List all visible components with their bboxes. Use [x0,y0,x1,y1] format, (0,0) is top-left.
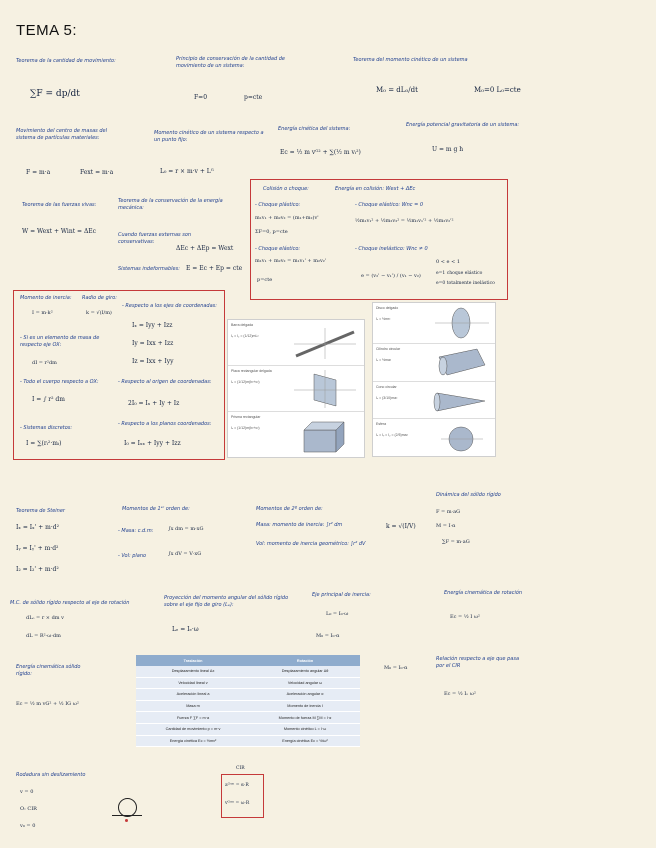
first-order-heading: Momentos de 1ᵉʳ orden de: [122,506,190,512]
cone-figure [431,385,493,415]
table-cell: Desplazamiento angular Δθ [250,666,360,677]
table-cell: Velocidad lineal v [136,677,250,689]
figure-name: Prisma rectangular [231,415,261,419]
solid-eq: I = ∫ r² dm [32,396,65,403]
figure-formula: Iₓ = (1/12)m(b²+c²) [231,380,260,384]
figure-rect-prism [228,412,364,457]
angular-projection-eq: Lₑ = Iₑ·ω [172,626,199,633]
rigid-dynamics-heading: Dinámica del sólido rígido [436,492,501,498]
momentum-conservation-eq1: F=0 [194,94,208,101]
cir-label: CIR [236,766,245,771]
inertia-figures-right [372,302,496,457]
figure-cylinder [373,344,495,382]
cm-motion-heading: Movimiento del centro de masas del sistema de partículas materiales: [16,128,107,141]
rolling-eq: Ec = ½ Iₒ ω² [444,691,476,697]
dm-eq: dI = r²dm [32,360,57,366]
steiner-heading: Teorema de Steiner [16,508,65,514]
figure-name: Barra delgada [231,323,253,327]
angular-theorem-eq2: M₀=0 L₀=cte [474,86,521,94]
translation-rotation-table [136,655,360,747]
rigid-dynamics-eq1: F = m·aG [436,509,461,515]
momentum-conservation-heading: Principio de conservación de la cantidad de movimiento de un sistema: [176,56,285,69]
prism-figure [292,416,358,454]
table-cell: Masa m [136,700,250,712]
energy-conservation-line2: Sistemas indeformables: [118,266,180,272]
planes-eq: I₀ = Iₓₓ + Iyy + Izz [124,440,181,447]
collision-heading: Colisión o choque: [263,186,309,192]
figure-formula: Iᵧ = I₂ = (1/12)mL² [231,334,259,338]
discrete-heading: - Si es un elemento de masa de respecto eje OX: [20,335,100,348]
table-row [136,712,360,724]
first-order-row1: - Masa: c.d.m: [118,528,154,534]
iy-eq: Iy = Ixx + Izz [132,340,174,347]
figure-formula: Iₓ = ½mr² [376,317,391,321]
figure-name: Placa rectangular delgada [231,369,272,373]
ground-line [112,815,142,816]
first-order-row2: - Vol: plano [118,553,147,559]
page-title: TEMA 5: [16,22,78,39]
cm-motion-eq1: F = m·a [26,169,51,176]
angular-theorem-heading: Teorema del momento cinético de un sistema [353,57,468,63]
discrete-system-eq: I = ∑(rᵢ²·mᵢ) [26,440,62,447]
kinetic-rigid-heading: Energía cinemática sólido rígido: [16,664,81,677]
second-order-heading: Momentos de 2º orden de: [256,506,323,512]
momentum-theorem-heading: Teorema de la cantidad de movimiento: [16,58,116,64]
potential-energy-heading: Energía potencial gravitatoria de un sistema: [406,122,520,128]
table-cell: Velocidad angular ω [250,677,360,689]
first-order-row2-eq: ∫x dV = V·xG [168,551,202,557]
potential-energy-eq: U = m g h [432,146,464,153]
table-header: Rotación [250,655,360,666]
static-label: - Choque elástico: Wnc = 0 [355,202,424,208]
principal-axis-eq1: L₀ = I₀·ω [326,611,349,617]
solid-heading: - Todo el cuerpo respecto a OX: [20,379,99,385]
energy-conservation-eq1: ΔEc + ΔEp = Wext [176,245,234,252]
disk-figure [433,306,491,340]
angular-theorem-eq1: M₀ = dL₀/dt [376,86,418,94]
cm-rotation-eq2: dL = R²·ω·dm [26,633,61,639]
iz-eq: Iz = Ixx + Iyy [132,358,174,365]
rolling-heading: Relación respecto a eje que pasa por el CIR [436,656,520,669]
figure-formula: Iₓ = ½ma² [376,358,392,362]
angular-point-eq: L₀ = r × m·v + Lᴳ [160,168,214,175]
figure-sphere [373,419,495,456]
table-row [136,677,360,689]
cm-rotation-eq1: dLₒ = r × dm v [26,615,64,621]
inertia-figures-left [227,319,365,458]
live-forces-heading: Teorema de las fuerzas vivas: [22,202,97,208]
table-cell: Momento cinético L = I·ω [250,723,360,735]
origin-heading: - Respecto al origen de coordenadas: [118,379,212,385]
restitution-range2: e=1 choque elástico [436,271,483,276]
table-row [136,700,360,712]
cylinder-figure [431,347,493,379]
steiner-eq3: I₂ = I₂' + m·d² [16,566,59,573]
moment-eq: M₀ = I₀·α [384,665,408,671]
table-cell: Desplazamiento lineal Δx [136,666,250,677]
kinetic-rigid-eq: Ec = ½ m vG² + ½ IG ω² [16,701,79,707]
figure-formula: Iₓ = (3/10)ma² [376,396,398,400]
contact-point-icon [125,819,128,822]
axes-heading: - Respecto a los ejes de coordenadas: [122,303,217,309]
table-cell: Fuerza F ∑F = m·a [136,712,250,724]
table-row [136,723,360,735]
radius-heading: Radio de giro: [82,295,117,301]
figure-name: Esfera [376,422,387,426]
rotational-energy-eq: Ec = ½ I ω² [450,614,480,620]
slip-eq2: O: CIR [20,806,37,812]
restitution-range3: e=0 totalmente inelástico [436,281,495,286]
second-order-row1: Masa: momento de inercia: ∫r² dm [256,522,343,528]
figure-thin-plate [228,366,364,412]
rod-figure [292,326,358,360]
inelastic-label: - Choque inelástico: Wnc ≠ 0 [355,246,428,252]
second-order-row2: Vol: momento de inercia geométrico: ∫r² dV [256,541,366,547]
principal-axis-eq2: M₀ = I₀·α [316,633,340,639]
figure-slender-rod [228,320,364,366]
plastic-eq: m₁v₁ + m₂v₂ = (m₁+m₂)v' [255,215,319,221]
steiner-eq2: Iᵧ = Iᵧ' + m·d² [16,545,59,552]
table-cell: Energía cinética Ec = ½mv² [136,735,250,747]
cir-eq1: aᴳᶜᵐ = α·R [225,783,249,788]
rigid-dynamics-eq2: M = I·α [436,523,456,529]
figure-cone [373,382,495,419]
figure-thin-disk [373,303,495,344]
plastic-label: - Choque plástico: [255,202,301,208]
cm-rotation-heading: M.C. de sólido rígido respecto al eje de rotación [10,600,130,606]
rotational-energy-heading: Energía cinemática de rotación [444,590,523,596]
figure-name: Cilindro circular [376,347,401,351]
table-cell: Cantidad de movimiento p = m·v [136,723,250,735]
restitution-range1: 0 < e < 1 [436,259,461,265]
second-order-k-eq: k = √(I/V) [386,523,416,530]
collision-energy: Energía en colisión: Wext + ΔEc [335,186,416,192]
ix-eq: Iₓ = Iyy + Izz [132,322,173,329]
origin-eq: 2I₀ = Iₓ + Iy + Iz [128,400,180,407]
slip-eq1: v = 0 [20,789,34,795]
table-cell: Aceleración lineal a [136,689,250,701]
inertia-heading: Momento de inercia: [20,295,72,301]
first-order-row1-eq: ∫x dm = m·xG [168,526,204,532]
table-cell: Aceleración angular α [250,689,360,701]
kinetic-energy-heading: Energía cinética del sistema: [278,126,351,132]
radius-eq: k = √(I/m) [86,310,112,316]
discrete-system-heading: - Sistemas discretos: [20,425,73,431]
cir-eq2: vᴳᶜᵐ = ω·R [225,801,250,806]
principal-axis-heading: Eje principal de inercia: [312,592,371,598]
figure-name: Cono circular [376,385,397,389]
figure-formula: Iₓ = (1/12)m(b²+c²) [231,426,260,430]
energy-conservation-heading: Teorema de la conservación de la energía mecánica: [118,198,223,211]
plastic-note: ΣF=0, p=cte [255,229,288,235]
figure-formula: Iₓ = Iᵧ = I₂ = (2/5)ma² [376,433,408,437]
elastic-eq: m₁v₁ + m₂v₂ = m₁v₁' + m₂v₂' [255,258,327,264]
momentum-conservation-eq2: p=cte [244,94,263,101]
steiner-eq1: Iₓ = Iₓ' + m·d² [16,524,60,531]
slip-heading: Rodadura sin deslizamiento [16,772,86,778]
angular-projection-heading: Proyección del momento angular del sólido rígido sobre el eje fijo de giro (Lₑ): [164,595,289,608]
live-forces-eq: W = Wext + Wint = ΔEc [22,228,97,235]
table-row [136,666,360,677]
collision-pcte: p=cte [257,277,273,283]
momentum-theorem-eq: ∑F = dp/dt [30,89,80,99]
energy-conservation-eq2: E = Ec + Ep = cte [186,265,243,272]
restitution-eq: e = (v₂' − v₁') / (v₁ − v₂) [361,273,421,279]
angular-point-heading: Momento cinético de un sistema respecto a un punto fijo: [154,130,264,143]
table-row [136,735,360,747]
energy-conservation-line1: Cuando fuerzas externas son conservativas: [118,232,192,245]
inertia-eq: I = m·k² [32,310,53,316]
kinetic-energy-eq: Ec = ½ m vᴳ² + ∑(½ m vᵢ²) [280,149,361,156]
rigid-dynamics-eq3: ∑F = m·aG [442,539,470,545]
table-cell: Momento de fuerza M ∑M = I·α [250,712,360,724]
cm-motion-eq2: Fext = m·a [80,169,114,176]
elastic-label: - Choque elástico: [255,246,301,252]
table-cell: Momento de inercia I [250,700,360,712]
planes-heading: - Respecto a los planos coordenados: [118,421,212,427]
cir-box [221,774,264,818]
static-eq: ½m₁v₁² + ½m₂v₂² = ½m₁v₁'² + ½m₂v₂'² [355,218,454,224]
plate-figure [292,370,358,408]
sphere-figure [439,422,485,454]
table-row [136,689,360,701]
table-header: Traslación [136,655,250,666]
figure-name: Disco delgado [376,306,399,310]
slip-eq3: v₀ = 0 [20,823,36,829]
table-cell: Energía cinética Ec = ½Iω² [250,735,360,747]
collision-box [250,179,508,300]
inertia-box [13,290,225,460]
